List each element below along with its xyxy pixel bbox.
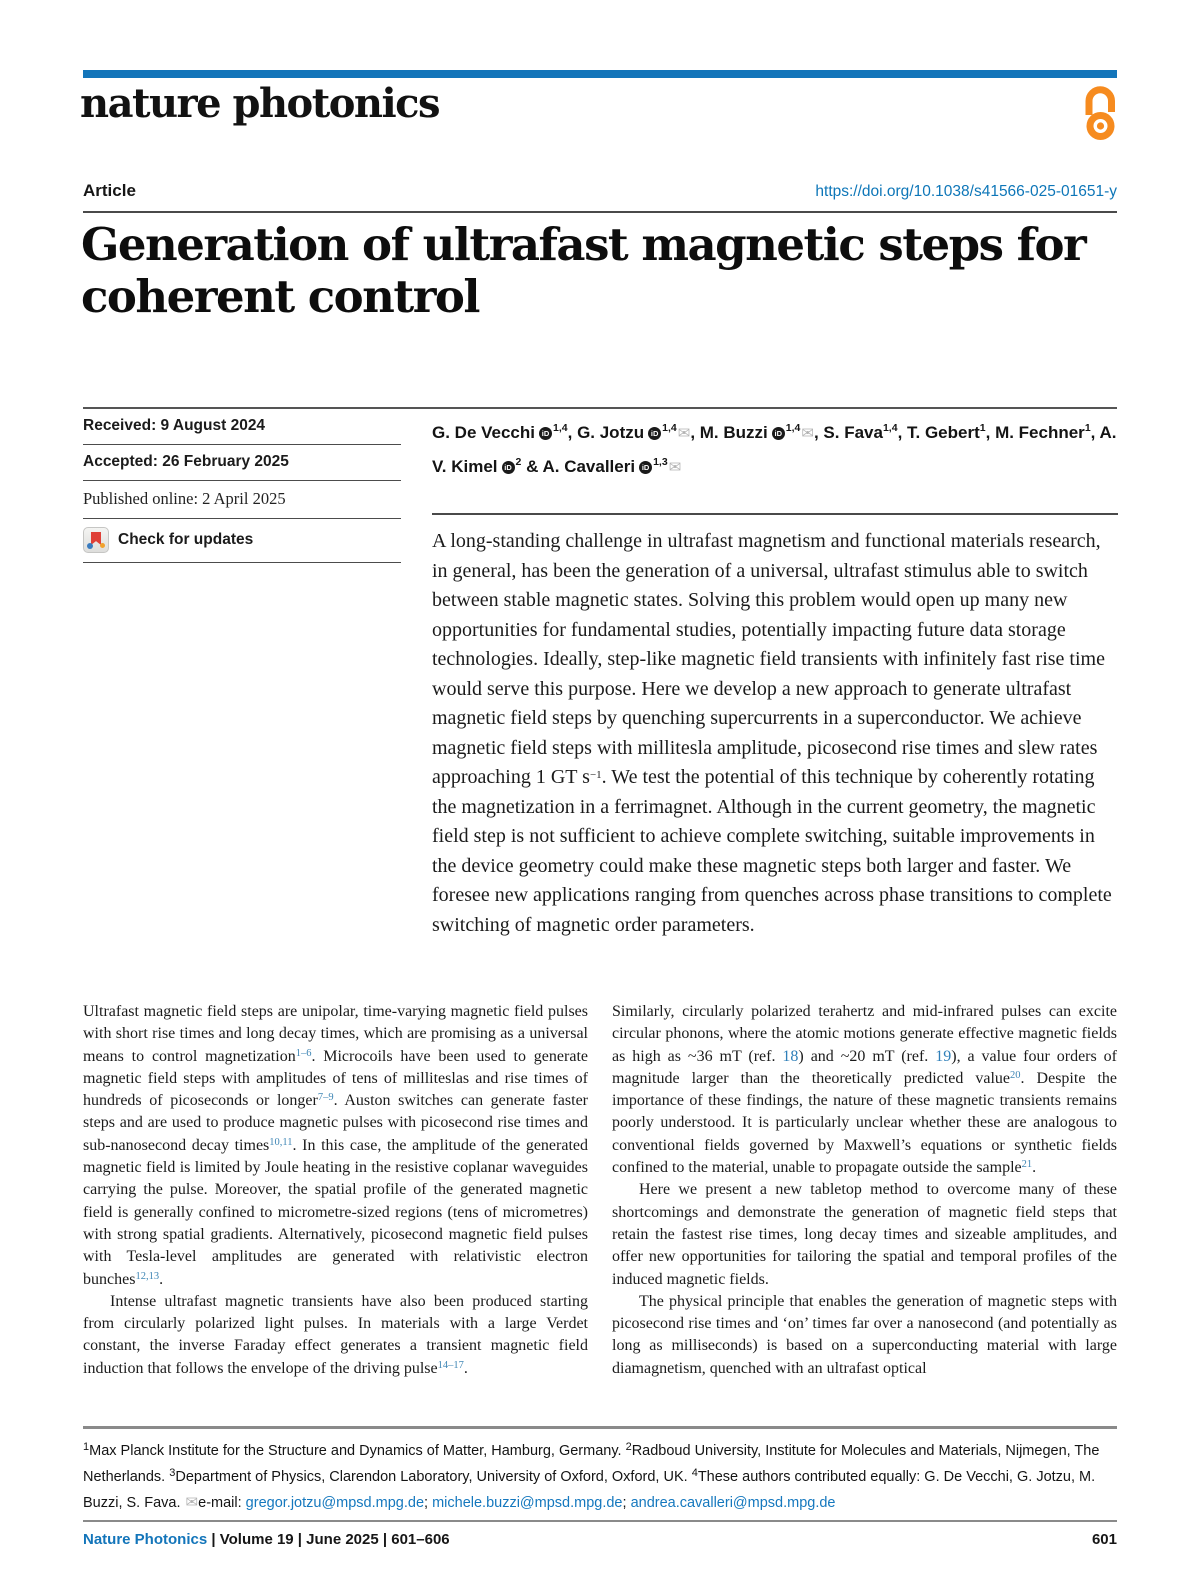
body-paragraph: Intense ultrafast magnetic transients have also been produced starting from circularly polarized light pulses. In materials with a large Verdet constant, the inverse Faraday effect generates a transient magnetic field induction that follows the envelope of the driving pulse$^{14-17}$.: [83, 1292, 588, 1377]
reference-link[interactable]: 7–9: [317, 1092, 334, 1104]
reference-link[interactable]: 20: [1010, 1069, 1021, 1081]
mail-icon: ✉: [185, 1494, 199, 1511]
reference-link[interactable]: 14–17: [437, 1359, 464, 1371]
author-affiliation-superscript: 1,4: [662, 422, 677, 434]
article-header-row: [83, 181, 1117, 201]
footer-divider: [83, 1520, 1117, 1522]
reference-link[interactable]: 19: [935, 1047, 952, 1065]
author-affiliation-superscript: 1,4: [882, 422, 898, 434]
author-email-icon[interactable]: ✉: [668, 459, 682, 476]
accepted-date: Accepted: 26 February 2025: [83, 445, 401, 481]
check-for-updates-label: Check for updates: [118, 531, 254, 548]
page-title: Generation of ultrafast magnetic steps for coherent control: [81, 218, 1086, 323]
email-link[interactable]: gregor.jotzu@mpsd.mpg.de: [245, 1495, 425, 1511]
author-name: G. Jotzu: [577, 423, 645, 442]
header-divider: [83, 211, 1117, 213]
superscript: 4: [691, 1466, 698, 1479]
orcid-icon[interactable]: iD: [539, 427, 552, 440]
author-name: M. Buzzi: [699, 423, 768, 442]
author-affiliation-superscript: 1: [1084, 422, 1091, 434]
author-name: A. Cavalleri: [542, 457, 636, 476]
journal-link[interactable]: Nature Photonics: [83, 1531, 208, 1548]
email-link[interactable]: andrea.cavalleri@mpsd.mpg.de: [630, 1495, 836, 1511]
author-affiliation-superscript: 1,3: [653, 456, 668, 468]
author-name: S. Fava: [823, 423, 883, 442]
body-paragraph: Similarly, circularly polarized terahertz and mid-infrared pulses can excite circular phonons, where the atomic motions generate effective magnetic fields as high as ~36 mT (ref. 18) and ~20 mT (ref. 19), a value four orders of magnitude larger than the theoretically predicted value$^{20}$. Despite the importance of these findings, the nature of these magnetic transients remains poorly understood. It is particularly unclear whether these are analogous to conventional fields governed by Maxwell’s equations or synthetic fields confined to the material, unable to propagate outside the sample$^{21}$.: [612, 1003, 1118, 1177]
email-link[interactable]: michele.buzzi@mpsd.mpg.de: [432, 1495, 623, 1511]
author-affiliation-superscript: 1,4: [553, 422, 568, 434]
reference-link[interactable]: 18: [782, 1047, 799, 1065]
superscript: 1: [83, 1441, 90, 1453]
reference-link[interactable]: 12,13: [135, 1270, 160, 1282]
author-name: M. Fechner: [995, 423, 1085, 442]
author-email-icon[interactable]: ✉: [801, 425, 814, 442]
body-paragraph: The physical principle that enables the generation of magnetic steps with picosecond rise times and ‘on’ times far over a nanosecond (and potentially as long as milliseconds) is based on a superconducting material with large diamagnetism, quenched with an ultrafast optical: [612, 1292, 1117, 1377]
orcid-icon[interactable]: iD: [502, 461, 515, 474]
authors-and-abstract: [432, 409, 1118, 940]
published-date: Published online: 2 April 2025: [83, 481, 401, 519]
body-column-left: [83, 1001, 588, 1380]
doi-link[interactable]: https://doi.org/10.1038/s41566-025-01651-y: [815, 183, 1117, 200]
body-column-right: [612, 1001, 1117, 1380]
author-name: T. Gebert: [907, 423, 980, 442]
crossmark-icon: [83, 527, 109, 553]
author-email-icon[interactable]: ✉: [677, 425, 691, 442]
superscript: −1: [589, 769, 602, 781]
article-type-label: Article: [83, 181, 136, 200]
superscript: 2: [625, 1441, 632, 1453]
received-date: Received: 9 August 2024: [83, 409, 401, 445]
check-for-updates-button[interactable]: [83, 519, 401, 563]
journal-logo: nature photonics: [80, 80, 440, 127]
body-paragraph: Here we present a new tabletop method to overcome many of these shortcomings and demonstrate the generation of magnetic field steps that retain the fastest rise times, long decay times and sizeable amplitudes, and offer new opportunities for tailoring the spatial and temporal profiles of the induced magnetic fields.: [612, 1181, 1117, 1288]
reference-link[interactable]: 10,11: [269, 1136, 293, 1148]
journal-citation: Nature Photonics | Volume 19 | June 2025 | 601–606: [83, 1531, 450, 1548]
body-paragraph: Ultrafast magnetic field steps are unipolar, time-varying magnetic field pulses with short rise times and long decay times, which are promising as a universal means to control magnetization$^{1-6}$. Microcoils have been used to generate magnetic field steps with amplitudes of tens of milliteslas and rise times of hundreds of picoseconds or longer$^{7-9}$. Auston switches can generate faster steps and are used to produce magnetic pulses with picosecond rise times and sub-nanosecond decay times$^{10,11}$. In this case, the amplitude of the generated magnetic field is limited by Joule heating in the resistive coplanar waveguides carrying the pulse. Moreover, the spatial profile of the generated magnetic field is generally confined to micrometre-sized regions (tens of micrometres) with strong spatial gradients. Alternatively, picosecond magnetic field pulses with Tesla-level amplitudes are generated with relativistic electron bunches$^{12,13}$.: [83, 1003, 589, 1288]
page-number: 601: [1091, 1531, 1117, 1548]
page-footer: [83, 1531, 1117, 1548]
author-name: G. De Vecchi: [432, 423, 535, 442]
open-access-icon: [1082, 84, 1118, 142]
author-affiliation-superscript: 2: [515, 456, 522, 468]
orcid-icon[interactable]: iD: [639, 461, 652, 474]
author-affiliation-superscript: 1,4: [785, 422, 801, 434]
orcid-icon[interactable]: iD: [772, 427, 785, 440]
body-text: [83, 1001, 1117, 1380]
reference-link[interactable]: 21: [1021, 1159, 1033, 1171]
orcid-icon[interactable]: iD: [648, 427, 661, 440]
article-meta-column: [83, 409, 401, 563]
author-list: G. De Vecchi iD $^{1,4}$, G. Jotzu iD $^{1,4}$✉, M. Buzzi iD $^{1,4}$✉, S. Fava$^{1,4}$, T. Gebert$^1$, M. Fechner$^1$, A. V. Kimel iD $^2$ & A. Cavalleri iD $^{1,3}$✉: [432, 422, 1117, 476]
abstract-divider: [432, 513, 1118, 515]
crossmark-yellow-dot: [100, 543, 105, 548]
abstract-text: A long-standing challenge in ultrafast magnetism and functional materials research, in general, has been the generation of a universal, ultrafast stimulus able to switch between stable magnetic states. Solving this problem would open up many new opportunities for fundamental studies, potentially impacting future data storage technologies. Ideally, step-like magnetic field transients with infinitely fast rise time would serve this purpose. Here we develop a new approach to generate ultrafast magnetic field steps by quenching supercurrents in a superconductor. We achieve magnetic field steps with millitesla amplitude, picosecond rise times and slew rates approaching 1 GT $s^{-1}$. We test the potential of this technique by coherently rotating the magnetization in a ferrimagnet. Although in the current geometry, the magnetic field step is not sufficient to achieve complete switching, suitable improvements in the device geometry could make these magnetic steps both larger and faster. We foresee new applications ranging from quenches across phase transitions to complete switching of magnetic order parameters.: [432, 530, 1112, 936]
affiliations-footnote: $^1$Max Planck Institute for the Structure and Dynamics of Matter, Hamburg, Germany. $^2$Radboud University, Institute for Molecules and Materials, Nijmegen, The Netherlands. $^3$Department of Physics, Clarendon Laboratory, University of Oxford, Oxford, UK. $^4$These authors contributed equally: G. De Vecchi, G. Jotzu, M. Buzzi, S. Fava. ✉e-mail: gregor.jotzu@mpsd.mpg.de; michele.buzzi@mpsd.mpg.de; andrea.cavalleri@mpsd.mpg.de: [83, 1426, 1117, 1517]
superscript: 3: [169, 1466, 176, 1479]
brand-color-bar: [83, 70, 1117, 78]
author-affiliation-superscript: 1: [979, 422, 986, 434]
reference-link[interactable]: 1–6: [295, 1047, 312, 1059]
author-name: A. V. Kimel: [432, 423, 1117, 476]
crossmark-blue-dot: [87, 543, 93, 549]
